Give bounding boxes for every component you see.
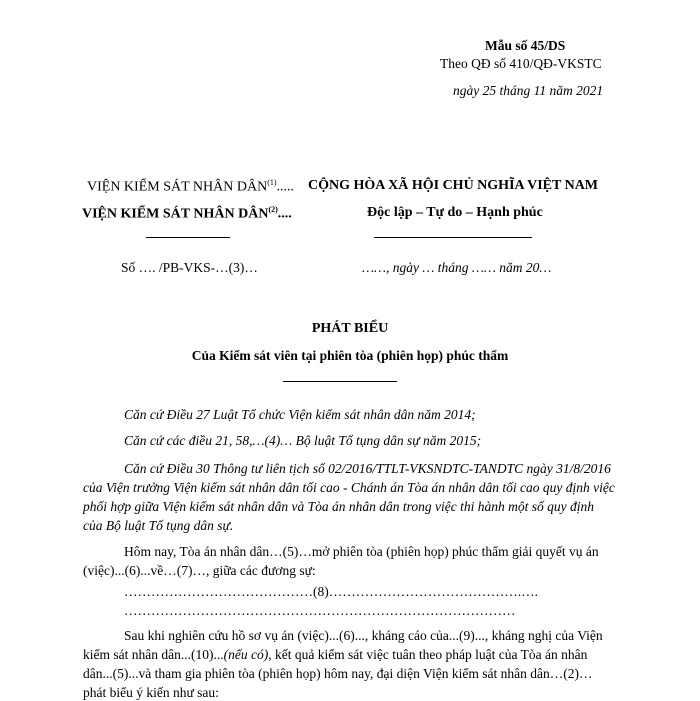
basis-paragraph-1: Căn cứ Điều 27 Luật Tổ chức Viện kiểm sát nhân dân năm 2014; xyxy=(124,407,476,422)
basis-paragraph-3-line-4: của Bộ luật Tố tụng dân sự. xyxy=(83,518,234,533)
agency-line-2-text: VIỆN KIỂM SÁT NHÂN DÂN xyxy=(82,206,269,222)
footnote-1: (1) xyxy=(267,178,277,187)
body-paragraph-2-line-4: phát biểu ý kiến như sau: xyxy=(83,685,219,700)
form-date: ngày 25 tháng 11 năm 2021 xyxy=(453,83,604,98)
body-paragraph-1-line-1: Hôm nay, Tòa án nhân dân…(5)…mở phiên tòa (phiên họp) phúc thẩm giải quyết vụ án xyxy=(124,544,599,559)
agency-line-2 xyxy=(82,205,292,223)
agency-underline xyxy=(146,237,230,238)
body-paragraph-2-line-3: dân...(5)...và tham gia phiên tòa (phiên họp) hôm nay, đại diện Viện kiểm sát nhân dân…(2)… xyxy=(83,666,593,681)
national-motto: Độc lập – Tự do – Hạnh phúc xyxy=(367,205,543,220)
agency-line-1-text: VIỆN KIỂM SÁT NHÂN DÂN xyxy=(87,179,268,195)
body-paragraph-2-line-1: Sau khi nghiên cứu hồ sơ vụ án (việc)...(6)..., kháng cáo của...(9)..., kháng nghị của Viện xyxy=(124,628,603,643)
body-paragraph-2-line-2 xyxy=(83,647,587,663)
basis-paragraph-2: Căn cứ các điều 21, 58,…(4)… Bộ luật Tố tụng dân sự năm 2015; xyxy=(124,433,482,448)
basis-paragraph-3-line-3: phối hợp giữa Viện kiểm sát nhân dân và Tòa án nhân dân trong việc thi hành một số quy định xyxy=(83,499,595,514)
document-title: PHÁT BIỂU xyxy=(311,321,389,336)
agency-line-1 xyxy=(87,178,294,196)
body-p2-l2-start: kiểm sát nhân dân...(10)... xyxy=(83,647,224,662)
parties-dots-line-2: …………………………………………………………………………… xyxy=(124,603,516,618)
agency-line-1-tail: ..... xyxy=(276,179,295,195)
basis-paragraph-3-line-2: của Viện trưởng Viện kiểm sát nhân dân tối cao - Chánh án Tòa án nhân dân tối cao quy định việc xyxy=(83,480,615,495)
parties-dots-line-1: ……………………………………(8)…………………………………….…. xyxy=(124,584,538,599)
agency-line-2-tail: .... xyxy=(277,206,292,222)
footnote-2: (2) xyxy=(268,205,278,214)
body-p2-l2-end: , kết quả kiểm sát việc tuân theo pháp luật của Tòa án nhân xyxy=(268,647,588,662)
national-title: CỘNG HÒA XÃ HỘI CHỦ NGHĨA VIỆT NAM xyxy=(308,178,599,193)
title-underline xyxy=(283,381,397,382)
basis-paragraph-3-line-1: Căn cứ Điều 30 Thông tư liên tịch số 02/2016/TTLT-VKSNDTC-TANDTC ngày 31/8/2016 xyxy=(124,461,611,476)
body-paragraph-1-line-2: (việc)...(6)...về…(7)…, giữa các đương sự: xyxy=(83,563,316,578)
place-date: ……, ngày … tháng …… năm 20… xyxy=(362,260,552,275)
decision-reference: Theo QĐ số 410/QĐ-VKSTC xyxy=(440,56,602,71)
document-number: Số …. /PB-VKS-…(3)… xyxy=(121,260,258,275)
document-subtitle: Của Kiểm sát viên tại phiên tòa (phiên họp) phúc thẩm xyxy=(191,348,509,363)
form-number: Mẫu số 45/DS xyxy=(485,38,566,53)
motto-underline xyxy=(374,237,532,238)
body-p2-l2-optional: (nếu có) xyxy=(223,647,269,662)
